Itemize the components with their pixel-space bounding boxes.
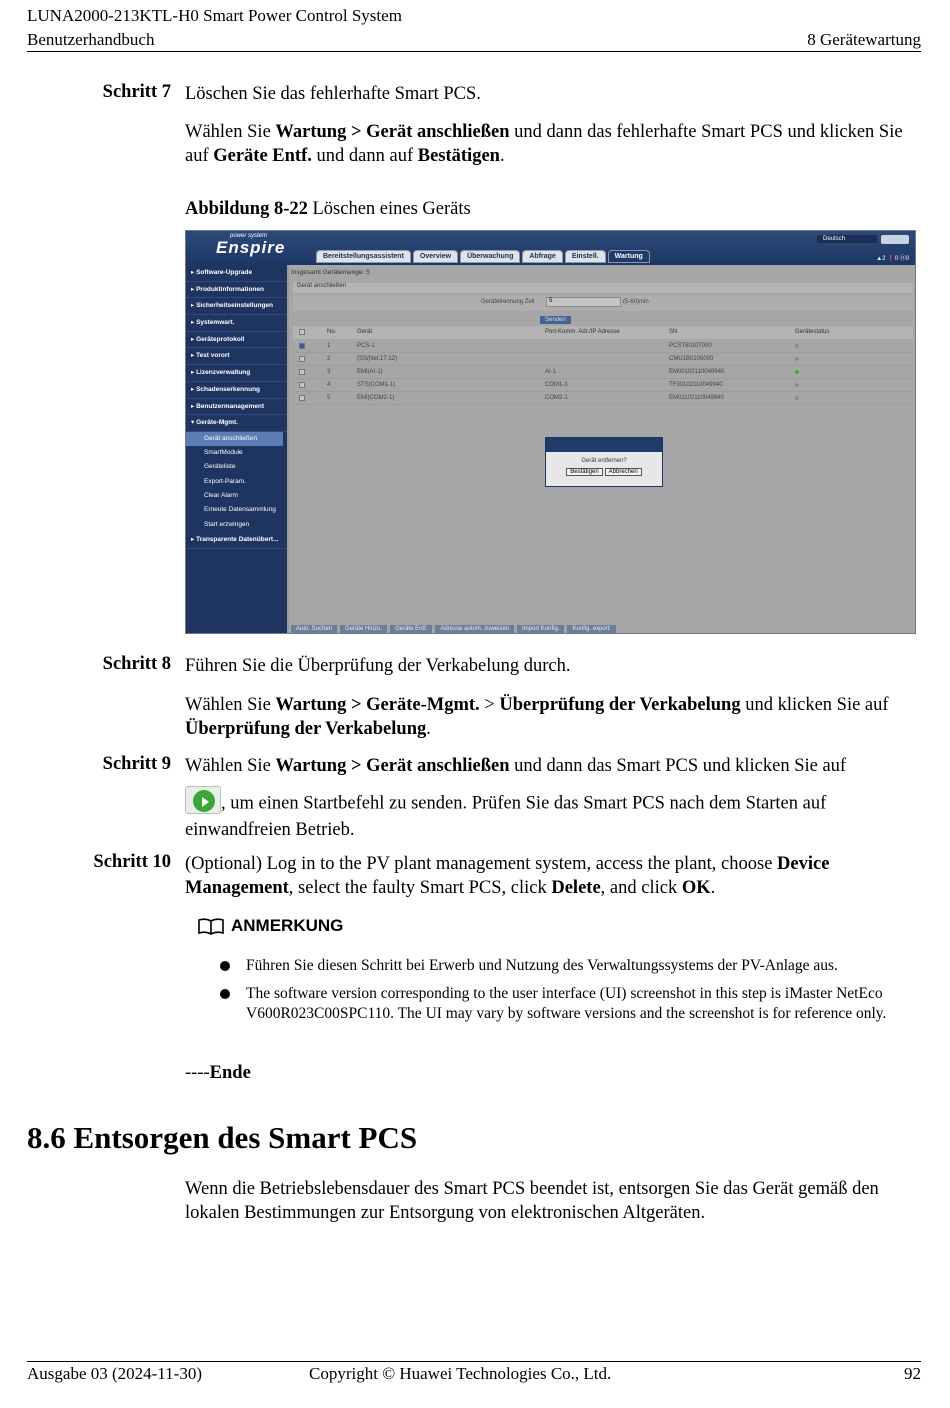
sidebar-item-transparent-data[interactable]: ▸ Transparente Datenübert...	[186, 532, 287, 549]
sidebar-item-damage-detection[interactable]: ▸ Schadenserkennung	[186, 382, 287, 399]
table-row[interactable]	[293, 379, 913, 392]
table-row[interactable]	[293, 392, 913, 405]
status-dot	[795, 357, 799, 361]
header-doc: Benutzerhandbuch	[27, 30, 155, 49]
sidebar-item-product-info[interactable]: ▸ Produktinformationen	[186, 282, 287, 299]
sidebar-sub-export-param[interactable]: Export-Param.	[204, 477, 246, 485]
sidebar-sub-clear-alarm[interactable]: Clear Alarm	[204, 492, 238, 500]
main-panel	[289, 265, 915, 633]
footer-page: 92	[904, 1364, 921, 1383]
row-port: AI-1	[545, 369, 557, 375]
header-product: LUNA2000-213KTL-H0 Smart Power Control System	[27, 6, 402, 25]
col-sn: SN	[669, 329, 678, 335]
sidebar-item-system-maintenance[interactable]: ▸ Systemwart.	[186, 315, 287, 332]
dialog-buttons	[546, 468, 662, 476]
table-row[interactable]	[293, 366, 913, 379]
note-heading	[197, 916, 343, 936]
table-row[interactable]	[293, 353, 913, 366]
row-no: 4	[327, 382, 331, 388]
start-play-icon	[185, 786, 221, 814]
tab-query[interactable]: Abfrage	[522, 250, 562, 263]
footer-copyright: Copyright © Huawei Technologies Co., Ltd.	[309, 1364, 612, 1383]
row-checkbox[interactable]	[299, 356, 305, 362]
alarm-counters[interactable]: ▲2 ❗0 ⓪0	[876, 256, 909, 262]
sidebar-sub-force-start[interactable]: Start erzwingen	[204, 520, 250, 528]
row-port: COM1-1	[545, 382, 568, 388]
row-no: 2	[327, 356, 331, 362]
step-7-label: Schritt 7	[102, 82, 171, 102]
row-checkbox[interactable]	[299, 343, 305, 349]
sidebar-item-device-log[interactable]: ▸ Geräteprotokoll	[186, 332, 287, 349]
disconnect-time-row	[293, 295, 913, 311]
cancel-button[interactable]: Abbrechen	[605, 468, 642, 476]
enspire-logo: power system Enspire	[216, 233, 286, 257]
note-bullet: Führen Sie diesen Schritt bei Erwerb und Nutzung des Verwaltungssystems der PV-Anlage aus.	[220, 956, 900, 976]
tab-deployment-wizard[interactable]: Bereitstellungsassistent	[316, 250, 411, 263]
row-checkbox[interactable]	[299, 369, 305, 375]
auto-search-button[interactable]: Auto. Suchen	[291, 625, 337, 633]
sidebar-item-software-upgrade[interactable]: ▸ Software-Upgrade	[186, 265, 287, 282]
row-device: EMI(COM2-1)	[357, 395, 395, 401]
row-no: 3	[327, 369, 331, 375]
section-heading: 8.6 Entsorgen des Smart PCS	[27, 1120, 418, 1155]
row-no: 5	[327, 395, 331, 401]
delete-device-button[interactable]: Geräte Entf.	[390, 625, 432, 633]
step-9-label: Schritt 9	[102, 754, 171, 774]
tab-maintenance[interactable]: Wartung	[608, 250, 650, 263]
add-device-button[interactable]: Geräte Hinzu.	[340, 625, 387, 633]
footer-rule	[27, 1361, 921, 1362]
tab-monitoring[interactable]: Überwachung	[460, 250, 520, 263]
col-port: Port-Komm. Adr./IP Adresse	[545, 329, 620, 335]
figure-caption: Abbildung 8-22 Löschen eines Geräts	[185, 199, 471, 219]
row-sn: TF00102110049940	[669, 382, 723, 388]
step-8-instruction: Wählen Sie Wartung > Geräte-Mgmt. > Überprüfung der Verkabelung und klicken Sie auf Überprüfung der Verkabelung.	[185, 695, 889, 739]
status-dot	[795, 383, 799, 387]
step-9-continuation: , um einen Startbefehl zu senden. Prüfen Sie das Smart PCS nach dem Starten auf einwandfreien Betrieb.	[185, 790, 920, 842]
disconnect-time-input[interactable]: 5	[546, 297, 621, 307]
bullet-dot	[220, 989, 230, 999]
section-body: Wenn die Betriebslebensdauer des Smart PCS beendet ist, entsorgen Sie das Gerät gemäß den lokalen Bestimmungen zur Entsorgung von elektronischen Altgeräten.	[185, 1179, 879, 1223]
row-checkbox[interactable]	[299, 382, 305, 388]
disconnect-time-label: Gerätetrennung Zeit	[481, 299, 535, 305]
sidebar-sub-smartmodule[interactable]: SmartModule	[204, 449, 243, 457]
step-7-instruction: Wählen Sie Wartung > Gerät anschließen und dann das fehlerhafte Smart PCS und klicken Sie auf Geräte Entf. und dann auf Bestätigen.	[185, 122, 903, 166]
step-10-label: Schritt 10	[93, 852, 171, 872]
row-device: EMI(AI-1)	[357, 369, 383, 375]
sidebar-item-device-mgmt[interactable]: ▾ Geräte-Mgmt.	[186, 415, 287, 432]
sidebar-item-security[interactable]: ▸ Sicherheitseinstellungen	[186, 298, 287, 315]
row-sn: PCST80107000	[669, 343, 712, 349]
row-device: (SS(Net.17.12)	[357, 356, 398, 362]
step-10-instruction: (Optional) Log in to the PV plant management system, access the plant, choose Device Management, select the faulty Smart PCS, click Delete, and click OK.	[185, 854, 830, 898]
table-row[interactable]	[293, 340, 913, 353]
end-marker: ----Ende	[185, 1063, 251, 1083]
screenshot-delete-device	[185, 230, 916, 634]
dialog-titlebar	[546, 438, 662, 452]
footer-edition: Ausgabe 03 (2024-11-30)	[27, 1364, 202, 1383]
sidebar-sub-connect-device[interactable]: Gerät anschließen	[186, 432, 283, 446]
tab-overview[interactable]: Overview	[413, 250, 458, 263]
sidebar	[186, 265, 287, 633]
auto-assign-address-button[interactable]: Adresse autom. zuweisen	[435, 625, 514, 633]
row-sn: EM01102110049940	[669, 395, 724, 401]
note-title: ANMERKUNG	[231, 916, 344, 935]
row-checkbox[interactable]	[299, 395, 305, 401]
export-config-button[interactable]: Konfig. export.	[567, 625, 616, 633]
status-dot	[795, 344, 799, 348]
table-header	[293, 326, 913, 339]
sidebar-item-user-management[interactable]: ▸ Benutzermanagement	[186, 399, 287, 416]
col-status: Gerätestatus	[795, 329, 830, 335]
section-header: Gerät anschließen	[293, 283, 913, 293]
row-sn: CMU1B0105000	[669, 356, 714, 362]
dialog-message: Gerät entfernen?	[581, 458, 627, 464]
disconnect-time-unit: (5-60)min	[623, 299, 649, 305]
sidebar-item-onsite-test[interactable]: ▸ Test vorort	[186, 348, 287, 365]
row-device: PCS-1	[357, 343, 375, 349]
tab-settings[interactable]: Einstell.	[565, 250, 606, 263]
nav-tabs	[316, 250, 652, 263]
row-no: 1	[327, 343, 331, 349]
status-dot	[795, 396, 799, 400]
row-port: COM2-1	[545, 395, 568, 401]
device-total: Insgesamt Gerätemenge: 5	[291, 269, 370, 276]
sidebar-sub-device-list[interactable]: Geräteliste	[204, 463, 236, 471]
step-9-instruction: Wählen Sie Wartung > Gerät anschließen und dann das Smart PCS und klicken Sie auf	[185, 756, 847, 776]
action-bar	[291, 625, 619, 633]
send-button[interactable]: Senden	[540, 316, 571, 324]
language-select[interactable]: Deutsch	[817, 235, 877, 243]
user-logout-icons[interactable]	[881, 235, 909, 244]
step-8-label: Schritt 8	[102, 654, 171, 674]
col-device: Gerät	[357, 329, 373, 335]
confirm-delete-dialog	[545, 437, 663, 487]
note-bullet: The software version corresponding to the user interface (UI) screenshot in this step is iMaster NetEco V600R023C00SPC110. The UI may vary by software versions and the screenshot is for reference only.	[220, 984, 900, 1024]
header-chapter: 8 Gerätewartung	[807, 30, 921, 49]
confirm-button[interactable]: Bestätigen	[566, 468, 602, 476]
sidebar-item-license[interactable]: ▸ Lizenzverwaltung	[186, 365, 287, 382]
import-config-button[interactable]: Import Konfig.	[517, 625, 564, 633]
header-rule	[27, 51, 921, 52]
book-icon	[197, 917, 225, 935]
col-no: No.	[327, 329, 337, 335]
status-dot-online	[795, 370, 799, 374]
row-device: STS(COM1-1)	[357, 382, 396, 388]
sidebar-sub-recollect-data[interactable]: Erneute Datensammlung	[204, 506, 276, 514]
step-7-text: Löschen Sie das fehlerhafte Smart PCS.	[185, 84, 481, 104]
step-8-text: Führen Sie die Überprüfung der Verkabelung durch.	[185, 656, 571, 676]
select-all-checkbox[interactable]	[299, 329, 305, 335]
app-topbar	[186, 231, 915, 265]
row-sn: EM00102110049940	[669, 369, 725, 375]
bullet-dot	[220, 961, 230, 971]
